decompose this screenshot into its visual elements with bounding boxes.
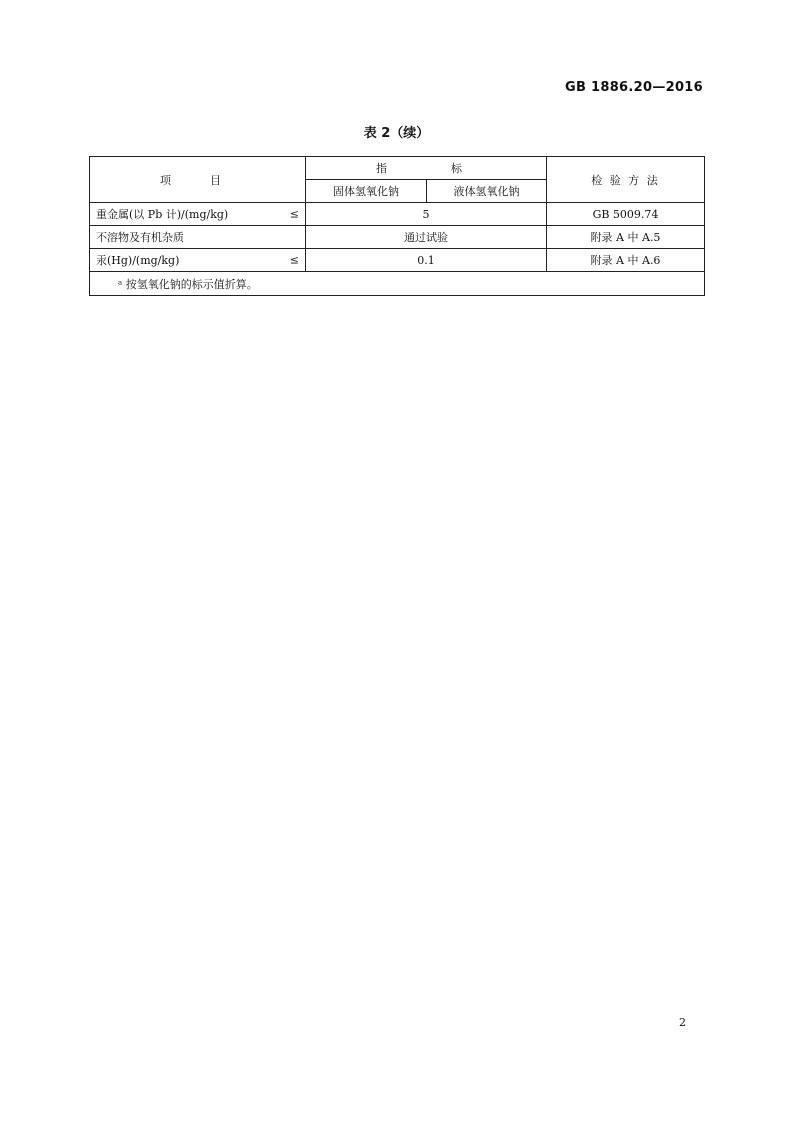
page-number: 2	[679, 1016, 686, 1029]
header-method: 检 验 方 法	[547, 157, 705, 203]
row-item	[90, 226, 306, 249]
table-row	[90, 226, 705, 249]
table-row	[90, 249, 705, 272]
header-item: 项 目	[90, 157, 306, 203]
table-footnote: ᵃ 按氢氧化钠的标示值折算。	[90, 272, 705, 296]
comparator-symbol: ≤	[289, 207, 299, 221]
row-method: 附录 A 中 A.5	[547, 226, 705, 249]
row-item	[90, 249, 306, 272]
row-item-label: 重金属(以 Pb 计)/(mg/kg)	[96, 208, 229, 221]
table-caption: 表 2（续）	[363, 126, 430, 141]
row-item	[90, 203, 306, 226]
row-item-label: 不溶物及有机杂质	[96, 231, 184, 244]
header-liquid: 液体氢氧化钠	[427, 180, 547, 203]
table-header-row	[90, 157, 705, 180]
row-value: 0.1	[306, 249, 547, 272]
table-footnote-row	[90, 272, 705, 296]
table-row	[90, 203, 705, 226]
header-indicator: 指 标	[306, 157, 547, 180]
standard-number: GB 1886.20—2016	[565, 80, 703, 95]
row-method: 附录 A 中 A.6	[547, 249, 705, 272]
row-value: 通过试验	[306, 226, 547, 249]
header-solid: 固体氢氧化钠	[306, 180, 427, 203]
row-value: 5	[306, 203, 547, 226]
specification-table	[89, 156, 705, 296]
row-method: GB 5009.74	[547, 203, 705, 226]
comparator-symbol: ≤	[289, 253, 299, 267]
row-item-label: 汞(Hg)/(mg/kg)	[96, 254, 180, 267]
